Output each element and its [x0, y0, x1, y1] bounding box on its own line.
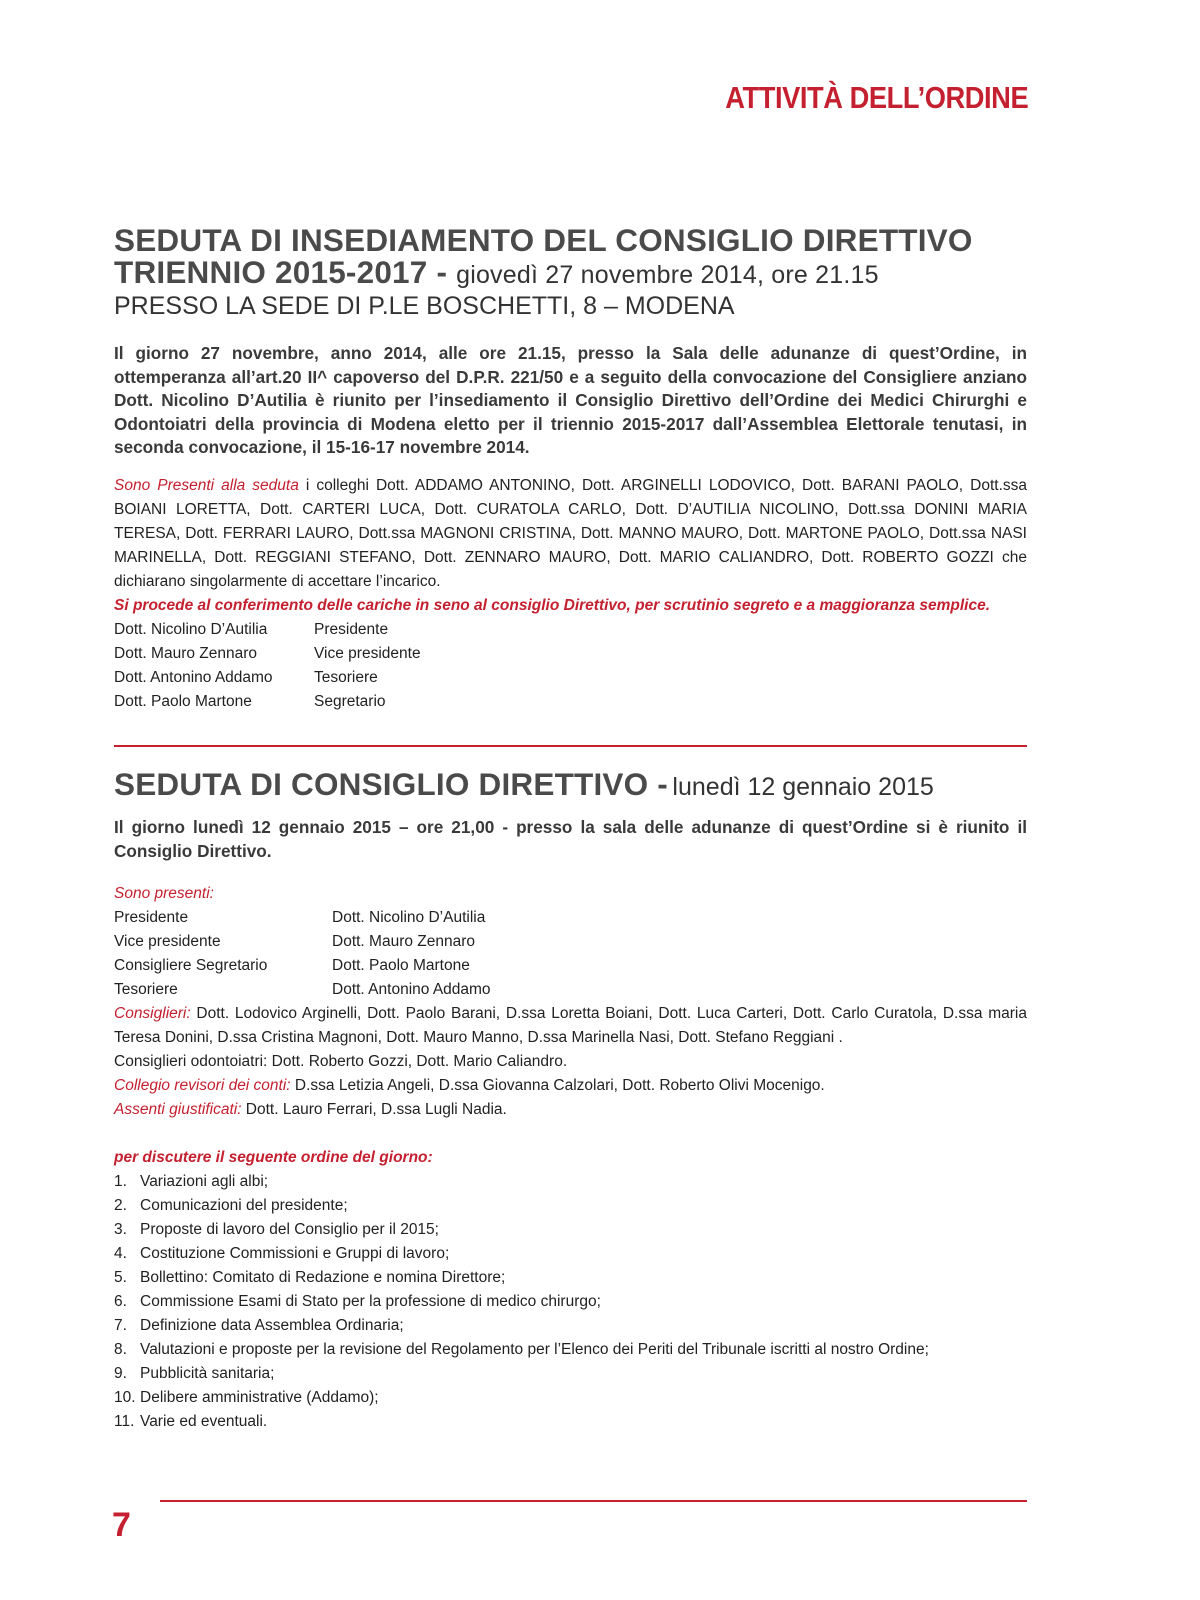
presente-role: Vice presidente [114, 933, 221, 950]
list-item-number: 8. [114, 1341, 127, 1358]
presente-role: Presidente [114, 909, 189, 926]
carica-row [114, 642, 1027, 666]
revisori-line [114, 1074, 1027, 1098]
carica-row [114, 690, 1027, 714]
presente-row [114, 978, 1027, 1002]
list-item-text: Varie ed eventuali. [140, 1413, 268, 1430]
presente-name: Dott. Antonino Addamo [332, 981, 491, 998]
seduta1-cariche [114, 618, 1027, 714]
list-item-text: Valutazioni e proposte per la revisione del Regolamento per l’Elenco dei Periti del Tribunale iscritti al nostro Ordine; [140, 1341, 929, 1358]
presente-role: Tesoriere [114, 981, 178, 998]
presente-role: Consigliere Segretario [114, 957, 268, 974]
list-item-text: Pubblicità sanitaria; [140, 1365, 275, 1382]
list-item-text: Bollettino: Comitato di Redazione e nomina Direttore; [140, 1269, 506, 1286]
seduta1-title-line1: SEDUTA DI INSEDIAMENTO DEL CONSIGLIO DIRETTIVO [114, 222, 973, 258]
list-item [114, 1362, 1027, 1386]
list-item-text: Commissione Esami di Stato per la professione di medico chirurgo; [140, 1293, 601, 1310]
list-item-number: 4. [114, 1245, 127, 1262]
list-item [114, 1410, 1027, 1434]
presente-row [114, 954, 1027, 978]
seduta2-title-date: lunedì 12 gennaio 2015 [672, 773, 934, 801]
list-item-text: Delibere amministrative (Addamo); [140, 1389, 379, 1406]
carica-name: Dott. Paolo Martone [114, 693, 252, 710]
revisori-text: D.ssa Letizia Angeli, D.ssa Giovanna Calzolari, Dott. Roberto Olivi Mocenigo. [290, 1077, 825, 1094]
revisori-label: Collegio revisori dei conti: [114, 1077, 291, 1094]
carica-row [114, 618, 1027, 642]
seduta1-title-place: PRESSO LA SEDE DI P.LE BOSCHETTI, 8 – MODENA [114, 292, 735, 320]
list-item [114, 1218, 1027, 1242]
seduta1-title [114, 224, 1027, 321]
assenti-text: Dott. Lauro Ferrari, D.ssa Lugli Nadia. [241, 1101, 507, 1118]
list-item-number: 5. [114, 1269, 127, 1286]
section-header: ATTIVITÀ DELL’ORDINE [725, 80, 1028, 115]
seduta2-presenti-label: Sono presenti: [114, 885, 214, 902]
list-item-number: 9. [114, 1365, 127, 1382]
presente-row [114, 906, 1027, 930]
list-item-number: 11. [114, 1413, 135, 1430]
list-item [114, 1386, 1027, 1410]
list-item-number: 7. [114, 1317, 127, 1334]
seduta1-presenti [114, 474, 1027, 594]
carica-role: Segretario [314, 693, 386, 710]
presente-name: Dott. Paolo Martone [332, 957, 470, 974]
list-item [114, 1338, 1027, 1362]
list-item [114, 1266, 1027, 1290]
list-item-number: 3. [114, 1221, 127, 1238]
list-item [114, 1314, 1027, 1338]
list-item-number: 2. [114, 1197, 127, 1214]
list-item-number: 10. [114, 1389, 136, 1406]
seduta1-title-triennio: TRIENNIO 2015-2017 - [114, 254, 448, 290]
list-item-text: Comunicazioni del presidente; [140, 1197, 348, 1214]
seduta2-odg [114, 1146, 1027, 1434]
seduta2-consiglieri [114, 1002, 1027, 1122]
odg-label: per discutere il seguente ordine del giorno: [114, 1149, 433, 1166]
seduta1-presenti-text: i colleghi Dott. ADDAMO ANTONINO, Dott. ARGINELLI LODOVICO, Dott. BARANI PAOLO, Dott.ssa BOIANI LORETTA, Dott. CARTERI LUCA, Dott. CURATOLA CARLO, Dott. D’AUTILIA NICOLINO, Dott.ssa DONINI MARIA TERESA, Dott. FERRARI LAURO, Dott.ssa MAGNONI CRISTINA, Dott. MANNO MAURO, Dott. MARTONE PAOLO, Dott.ssa NASI MARINELLA, Dott. REGGIANI STEFANO, Dott. ZENNARO MAURO, Dott. MARIO CALIANDRO, Dott. ROBERTO GOZZI che dichiarano singolarmente di accettare l’incarico. [114, 477, 1027, 590]
list-item-number: 6. [114, 1293, 127, 1310]
list-item [114, 1290, 1027, 1314]
list-item-text: Costituzione Commissioni e Gruppi di lavoro; [140, 1245, 450, 1262]
seduta1-intro: Il giorno 27 novembre, anno 2014, alle ore 21.15, presso la Sala delle adunanze di quest’Ordine, in ottemperanza all’art.20 II^ capoverso del D.P.R. 221/50 e a seguito della convocazione del Consigliere anziano Dott. Nicolino D’Autilia è riunito per l’insediamento il Consiglio Direttivo dell’Ordine dei Medici Chirurghi e Odontoiatri della provincia di Modena eletto per il triennio 2015-2017 dall’Assemblea Elettorale tenutasi, in seconda convocazione, il 15-16-17 novembre 2014. [114, 343, 1027, 457]
section-divider [114, 745, 1027, 747]
odg-list [114, 1170, 1027, 1434]
presente-name: Dott. Mauro Zennaro [332, 933, 476, 950]
list-item-text: Definizione data Assemblea Ordinaria; [140, 1317, 404, 1334]
carica-role: Vice presidente [314, 645, 421, 662]
carica-row [114, 666, 1027, 690]
list-item-number: 1. [114, 1173, 127, 1190]
page-number: 7 [112, 1506, 131, 1544]
seduta1-title-date: giovedì 27 novembre 2014, ore 21.15 [456, 261, 879, 289]
list-item-text: Proposte di lavoro del Consiglio per il 2015; [140, 1221, 439, 1238]
seduta2-title [114, 768, 1027, 802]
list-item [114, 1242, 1027, 1266]
footer-rule [160, 1500, 1027, 1502]
presente-row [114, 930, 1027, 954]
seduta2-intro: Il giorno lunedì 12 gennaio 2015 – ore 21,00 - presso la sala delle adunanze di quest’Ordine si è riunito il Consiglio Direttivo. [114, 817, 1027, 861]
assenti-line [114, 1098, 1027, 1122]
list-item-text: Variazioni agli albi; [140, 1173, 269, 1190]
odontoiatri-text: Consiglieri odontoiatri: Dott. Roberto Gozzi, Dott. Mario Caliandro. [114, 1053, 568, 1070]
carica-name: Dott. Mauro Zennaro [114, 645, 258, 662]
seduta1-title-line2 [114, 256, 1027, 291]
carica-name: Dott. Nicolino D’Autilia [114, 621, 268, 638]
seduta2-title-main: SEDUTA DI CONSIGLIO DIRETTIVO - [114, 766, 668, 802]
presente-name: Dott. Nicolino D’Autilia [332, 909, 486, 926]
assenti-label: Assenti giustificati: [114, 1101, 242, 1118]
list-item [114, 1194, 1027, 1218]
consiglieri-text: Dott. Lodovico Arginelli, Dott. Paolo Barani, D.ssa Loretta Boiani, Dott. Luca Carteri, Dott. Carlo Curatola, D.ssa maria Teresa Donini, D.ssa Cristina Magnoni, Dott. Mauro Manno, D.ssa Marinella Nasi, Dott. Stefano Reggiani . [114, 1005, 1027, 1046]
seduta1-presenti-label: Sono Presenti alla seduta [114, 477, 299, 494]
seduta1-procede [114, 594, 1027, 618]
seduta1-procede-text: Si procede al conferimento delle cariche in seno al consiglio Direttivo, per scrutinio segreto e a maggioranza semplice. [114, 597, 991, 614]
carica-name: Dott. Antonino Addamo [114, 669, 273, 686]
consiglieri-label: Consiglieri: [114, 1005, 191, 1022]
seduta2-presenti [114, 882, 1027, 1002]
list-item [114, 1170, 1027, 1194]
carica-role: Presidente [314, 621, 389, 638]
carica-role: Tesoriere [314, 669, 378, 686]
